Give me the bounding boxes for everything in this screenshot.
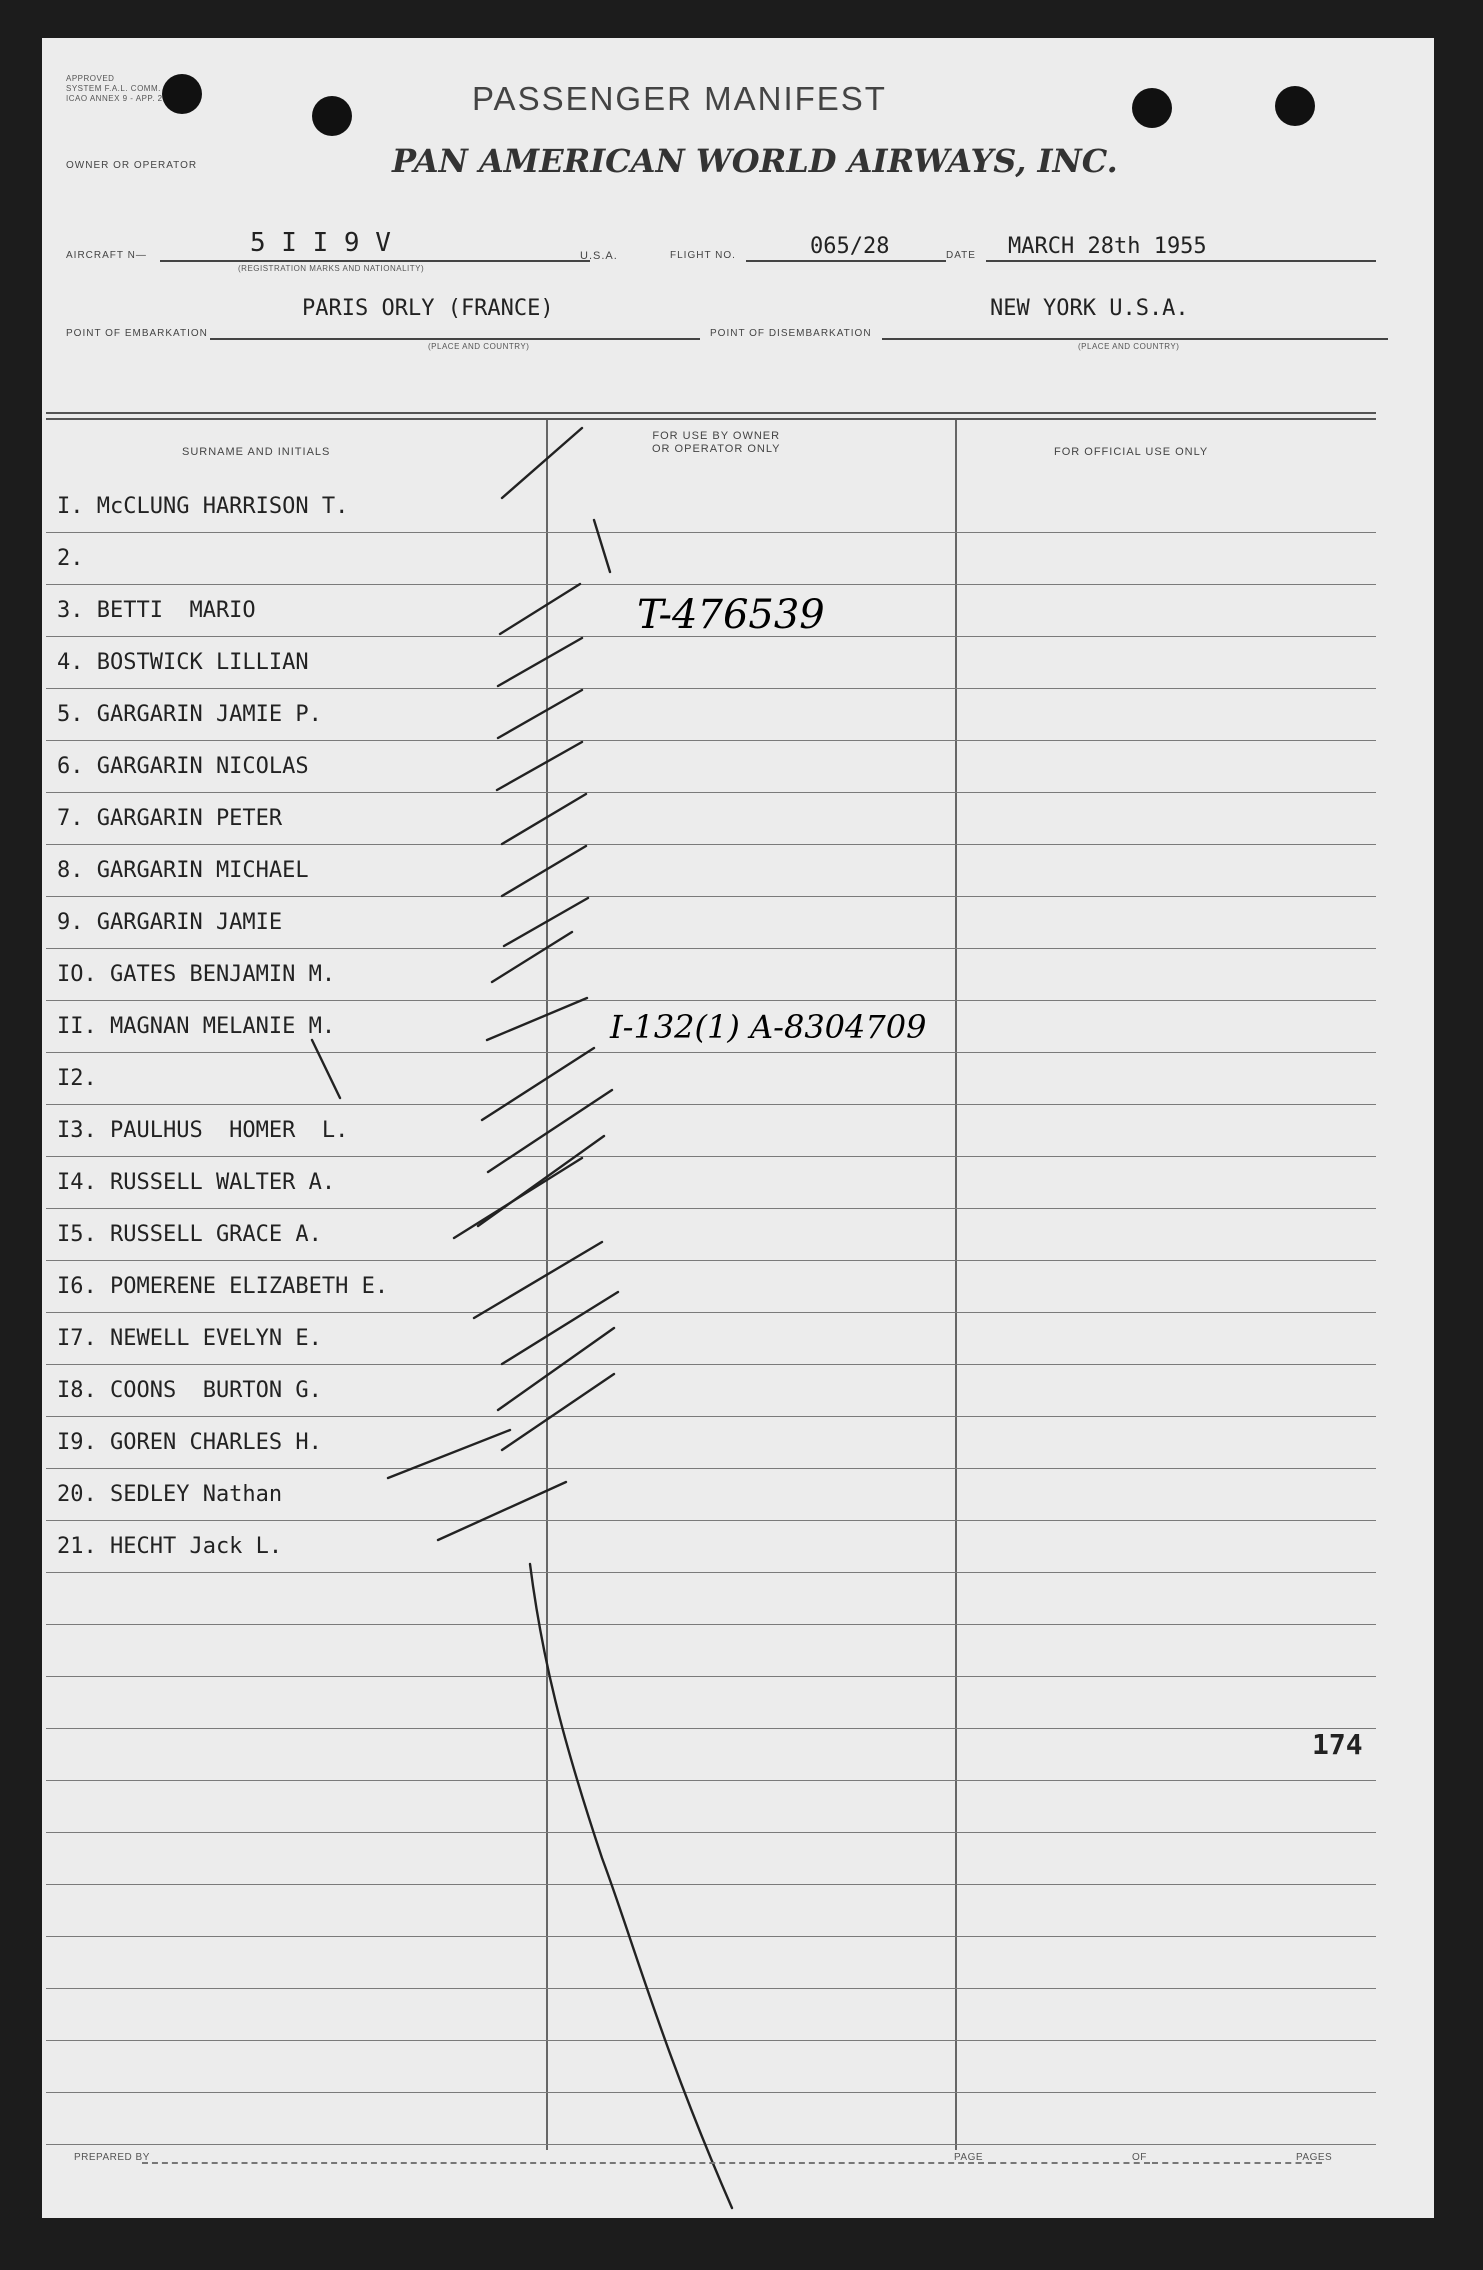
passenger-entry: IO. GATES BENJAMIN M. <box>57 962 336 987</box>
passenger-entry: 21. HECHT Jack L. <box>57 1534 283 1559</box>
passenger-entry: I7. NEWELL EVELYN E. <box>57 1326 322 1351</box>
embarkation-place: PARIS ORLY (FRANCE) <box>302 296 554 321</box>
handwritten-note: T-476539 <box>637 592 825 638</box>
page-label: PAGE <box>954 2152 984 2163</box>
passenger-entry: 9. GARGARIN JAMIE <box>57 910 283 935</box>
check-mark <box>594 520 610 572</box>
check-mark <box>504 898 588 946</box>
check-mark <box>502 1374 614 1450</box>
handwriting-layer <box>42 38 1434 2218</box>
flight-label: FLIGHT NO. <box>670 250 736 261</box>
aircraft-label: AIRCRAFT N— <box>66 250 147 261</box>
column-header-surname: SURNAME AND INITIALS <box>182 446 331 458</box>
passenger-entry: I. McCLUNG HARRISON T. <box>57 494 349 519</box>
passenger-entry: I5. RUSSELL GRACE A. <box>57 1222 322 1247</box>
passenger-entry: 20. SEDLEY Nathan <box>57 1482 283 1507</box>
column-header-official-use: FOR OFFICIAL USE ONLY <box>1054 446 1209 458</box>
disembarkation-label: POINT OF DISEMBARKATION <box>710 328 872 339</box>
passenger-entry: 4. BOSTWICK LILLIAN <box>57 650 309 675</box>
check-mark <box>500 584 580 634</box>
passenger-entry: I2. <box>57 1066 97 1091</box>
flight-number: 065/28 <box>810 234 890 259</box>
check-mark <box>498 1328 614 1410</box>
check-mark <box>487 998 587 1040</box>
of-label: OF <box>1132 2152 1147 2163</box>
prepared-by-label: PREPARED BY <box>74 2152 150 2163</box>
column-header-line: OR OPERATOR ONLY <box>652 443 781 455</box>
handwritten-note: I-132(1) A-8304709 <box>610 1008 927 1046</box>
check-mark <box>498 690 582 738</box>
passenger-entry: 6. GARGARIN NICOLAS <box>57 754 309 779</box>
owner-label: OWNER OR OPERATOR <box>66 160 198 171</box>
check-mark <box>482 1048 594 1120</box>
disembarkation-place: NEW YORK U.S.A. <box>990 296 1189 321</box>
column-header-line: FOR USE BY OWNER <box>652 430 781 442</box>
check-mark <box>498 638 582 686</box>
passenger-entry: I6. POMERENE ELIZABETH E. <box>57 1274 389 1299</box>
passenger-entry: I3. PAULHUS HOMER L. <box>57 1118 349 1143</box>
check-mark <box>388 1430 510 1478</box>
passenger-entry: 5. GARGARIN JAMIE P. <box>57 702 322 727</box>
manifest-sheet <box>42 38 1434 2218</box>
embarkation-label: POINT OF EMBARKATION <box>66 328 208 339</box>
passenger-entry: 2. <box>57 546 84 571</box>
approval-line: APPROVED <box>66 74 115 83</box>
airline-name: PAN AMERICAN WORLD AIRWAYS, INC. <box>392 142 1118 180</box>
flight-date: MARCH 28th 1955 <box>1008 234 1207 259</box>
disembarkation-caption: (PLACE AND COUNTRY) <box>1078 342 1180 351</box>
check-mark <box>492 932 572 982</box>
pages-label: PAGES <box>1296 2152 1333 2163</box>
passenger-entry: I4. RUSSELL WALTER A. <box>57 1170 336 1195</box>
passenger-entry: 3. BETTI MARIO <box>57 598 256 623</box>
check-mark <box>502 428 582 498</box>
aircraft-registration: 5 I I 9 V <box>250 228 391 258</box>
check-mark <box>454 1158 582 1238</box>
check-mark <box>502 1292 618 1364</box>
passenger-entry: I8. COONS BURTON G. <box>57 1378 322 1403</box>
embarkation-caption: (PLACE AND COUNTRY) <box>428 342 530 351</box>
pen-stroke <box>312 1040 340 1098</box>
approval-line: ICAO ANNEX 9 - APP. 2 <box>66 94 163 103</box>
check-mark <box>502 846 586 896</box>
usa-label: U.S.A. <box>580 250 618 262</box>
pen-stroke <box>530 1564 732 2208</box>
page-stamp-number: 174 <box>1312 1728 1363 1761</box>
check-mark <box>502 794 586 844</box>
passenger-entry: II. MAGNAN MELANIE M. <box>57 1014 336 1039</box>
passenger-entry: I9. GOREN CHARLES H. <box>57 1430 322 1455</box>
check-mark <box>488 1090 612 1172</box>
approval-line: SYSTEM F.A.L. COMM. <box>66 84 161 93</box>
check-mark <box>474 1242 602 1318</box>
passenger-entry: 7. GARGARIN PETER <box>57 806 283 831</box>
date-label: DATE <box>946 250 976 261</box>
registration-caption: (REGISTRATION MARKS AND NATIONALITY) <box>238 264 425 273</box>
check-mark <box>438 1482 566 1540</box>
passenger-entry: 8. GARGARIN MICHAEL <box>57 858 309 883</box>
form-title: PASSENGER MANIFEST <box>472 80 887 117</box>
check-mark <box>497 742 582 790</box>
